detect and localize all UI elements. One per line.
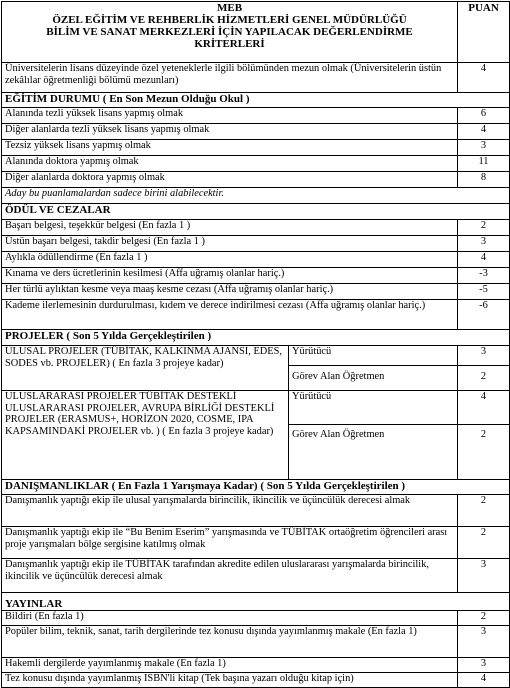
- criterion-score: 3: [458, 559, 510, 593]
- title-line-4: KRİTERLERİ: [194, 38, 265, 51]
- role-teacher: Görev Alan Öğretmen: [289, 425, 458, 480]
- table-row: [2, 673, 510, 688]
- criterion-text: Üstün başarı belgesi, takdir belgesi (En fazla 1 ): [2, 236, 458, 252]
- criterion-score: 4: [458, 391, 510, 425]
- table-row: [2, 63, 510, 93]
- criterion-score: 11: [458, 156, 510, 172]
- table-row: [2, 527, 510, 559]
- section-heading-danismanlik: DANIŞMANLIKLAR ( En Fazla 1 Yarışmaya Kadar) ( Son 5 Yılda Gerçekleştirilen ): [2, 480, 510, 495]
- criterion-score: 4: [458, 252, 510, 268]
- role-executive: Yürütücü: [289, 391, 458, 425]
- table-row: [2, 124, 510, 140]
- criterion-text: Alanında doktora yapmış olmak: [2, 156, 458, 172]
- table-row: [2, 140, 510, 156]
- criterion-score: 3: [458, 140, 510, 156]
- criterion-score: 2: [458, 495, 510, 527]
- national-projects-text: ULUSAL PROJELER (TÜBİTAK, KALKINMA AJANSI, EDES, SODES vb. PROJELER) ( En fazla 3 projeye kadar): [2, 346, 289, 391]
- criterion-text: Diğer alanlarda doktora yapmış olmak: [2, 172, 458, 188]
- criterion-text: Alanında tezli yüksek lisans yapmış olmak: [2, 108, 458, 124]
- table-row: [2, 300, 510, 330]
- criterion-text: Tezsiz yüksek lisans yapmış olmak: [2, 140, 458, 156]
- criterion-text: Kınama ve ders ücretlerinin kesilmesi (Affa uğramış olanlar hariç.): [2, 268, 458, 284]
- criterion-score: -6: [458, 300, 510, 330]
- note-row: [2, 188, 510, 204]
- section-heading-yayinlar: YAYINLAR: [2, 593, 510, 611]
- section-row-yayinlar: [2, 593, 510, 611]
- criterion-score: 6: [458, 108, 510, 124]
- header-row: [2, 2, 510, 63]
- role-teacher: Görev Alan Öğretmen: [289, 366, 458, 391]
- egitim-note: Aday bu puanlamalardan sadece birini alabilecektir.: [2, 188, 510, 204]
- criterion-text: Bildiri (En fazla 1): [2, 611, 458, 626]
- section-row-danismanlik: [2, 480, 510, 495]
- table-row: [2, 220, 510, 236]
- criterion-score: 2: [458, 425, 510, 480]
- title-line-1: MEB: [216, 2, 243, 14]
- table-row: [2, 658, 510, 673]
- criterion-text: Her türlü aylıktan kesme veya maaş kesme cezası (Affa uğramış olanlar hariç.): [2, 284, 458, 300]
- criterion-score: 4: [458, 673, 510, 688]
- criterion-score: 2: [458, 366, 510, 391]
- table-row: [2, 172, 510, 188]
- table-row: [2, 626, 510, 658]
- criterion-text: Diğer alanlarda tezli yüksek lisans yapmış olmak: [2, 124, 458, 140]
- table-row: [2, 108, 510, 124]
- table-row: [2, 268, 510, 284]
- criterion-text: Başarı belgesi, teşekkür belgesi (En fazla 1 ): [2, 220, 458, 236]
- criterion-score: 3: [458, 658, 510, 673]
- table-row: [2, 284, 510, 300]
- table-row: [2, 252, 510, 268]
- evaluation-criteria-table: [1, 1, 510, 688]
- criterion-text: Danışmanlık yaptığı ekip ile “Bu Benim Eserim” yarışmasında ve TÜBİTAK ortaöğretim öğrencileri arası proje yarışmaları bölge sergisine katılmış olmak: [2, 527, 458, 559]
- section-row-odul: [2, 204, 510, 220]
- puan-column-header: PUAN: [458, 2, 510, 63]
- role-executive: Yürütücü: [289, 346, 458, 366]
- document-title: [2, 2, 458, 63]
- table-row: [2, 611, 510, 626]
- table-row: [2, 156, 510, 172]
- section-row-egitim: [2, 93, 510, 108]
- criterion-text: Danışmanlık yaptığı ekip ile TÜBİTAK tarafından akredite edilen uluslararası yarışmalarda birincilik, ikincilik ve üçüncülük derecesi almak: [2, 559, 458, 593]
- title-line-3: BİLİM VE SANAT MERKEZLERİ İÇİN YAPILACAK DEĞERLENDİRME: [46, 26, 413, 39]
- criterion-score: -3: [458, 268, 510, 284]
- title-line-2: ÖZEL EĞİTİM VE REHBERLİK HİZMETLERİ GENEL MÜDÜRLÜĞÜ: [52, 14, 407, 27]
- criterion-score: 2: [458, 611, 510, 626]
- criterion-text: Kademe ilerlemesinin durdurulması, kıdem ve derece indirilmesi cezası (Affa uğramış olanlar hariç.): [2, 300, 458, 330]
- table-row: [2, 495, 510, 527]
- project-row: [2, 346, 510, 366]
- criterion-score: 3: [458, 626, 510, 658]
- criterion-text: Aylıkla ödüllendirme (En fazla 1 ): [2, 252, 458, 268]
- international-projects-text: ULUSLARARASI PROJELER TÜBİTAK DESTEKLİ ULUSLARARASI PROJELER, AVRUPA BİRLİĞİ DESTEKLİ PROJELER (ERASMUS+, HORİZON 2020, COSME, IPA KAPSAMINDAKİ PROJELER vb. ) ( En fazla 3 projeye kadar): [2, 391, 289, 480]
- section-heading-projeler: PROJELER ( Son 5 Yılda Gerçekleştirilen ): [2, 330, 510, 346]
- criterion-text: Popüler bilim, teknik, sanat, tarih dergilerinde tez konusu dışında yayımlanmış makale (En fazla 1): [2, 626, 458, 658]
- project-row: [2, 391, 510, 425]
- criterion-score: 3: [458, 346, 510, 366]
- section-row-projeler: [2, 330, 510, 346]
- criterion-score: 4: [458, 63, 510, 93]
- section-heading-odul: ÖDÜL VE CEZALAR: [2, 204, 510, 220]
- criterion-score: 3: [458, 236, 510, 252]
- criterion-score: 8: [458, 172, 510, 188]
- criterion-text: Danışmanlık yaptığı ekip ile ulusal yarışmalarda birincilik, ikincilik ve üçüncülük derecesi almak: [2, 495, 458, 527]
- table-row: [2, 559, 510, 593]
- criterion-score: 4: [458, 124, 510, 140]
- criterion-text: Hakemli dergilerde yayımlanmış makale (En fazla 1): [2, 658, 458, 673]
- table-row: [2, 236, 510, 252]
- section-heading-egitim: EĞİTİM DURUMU ( En Son Mezun Olduğu Okul ): [2, 93, 510, 108]
- criterion-score: -5: [458, 284, 510, 300]
- criterion-text: Tez konusu dışında yayımlanmış ISBN'li kitap (Tek başına yazarı olduğu kitap için): [2, 673, 458, 688]
- criterion-score: 2: [458, 220, 510, 236]
- criterion-text: Üniversitelerin lisans düzeyinde özel yeteneklerle ilgili bölümünden mezun olmak (Üniversitelerin üstün zekâlılar öğretmenliği bölümü mezunları): [2, 63, 458, 93]
- criterion-score: 2: [458, 527, 510, 559]
